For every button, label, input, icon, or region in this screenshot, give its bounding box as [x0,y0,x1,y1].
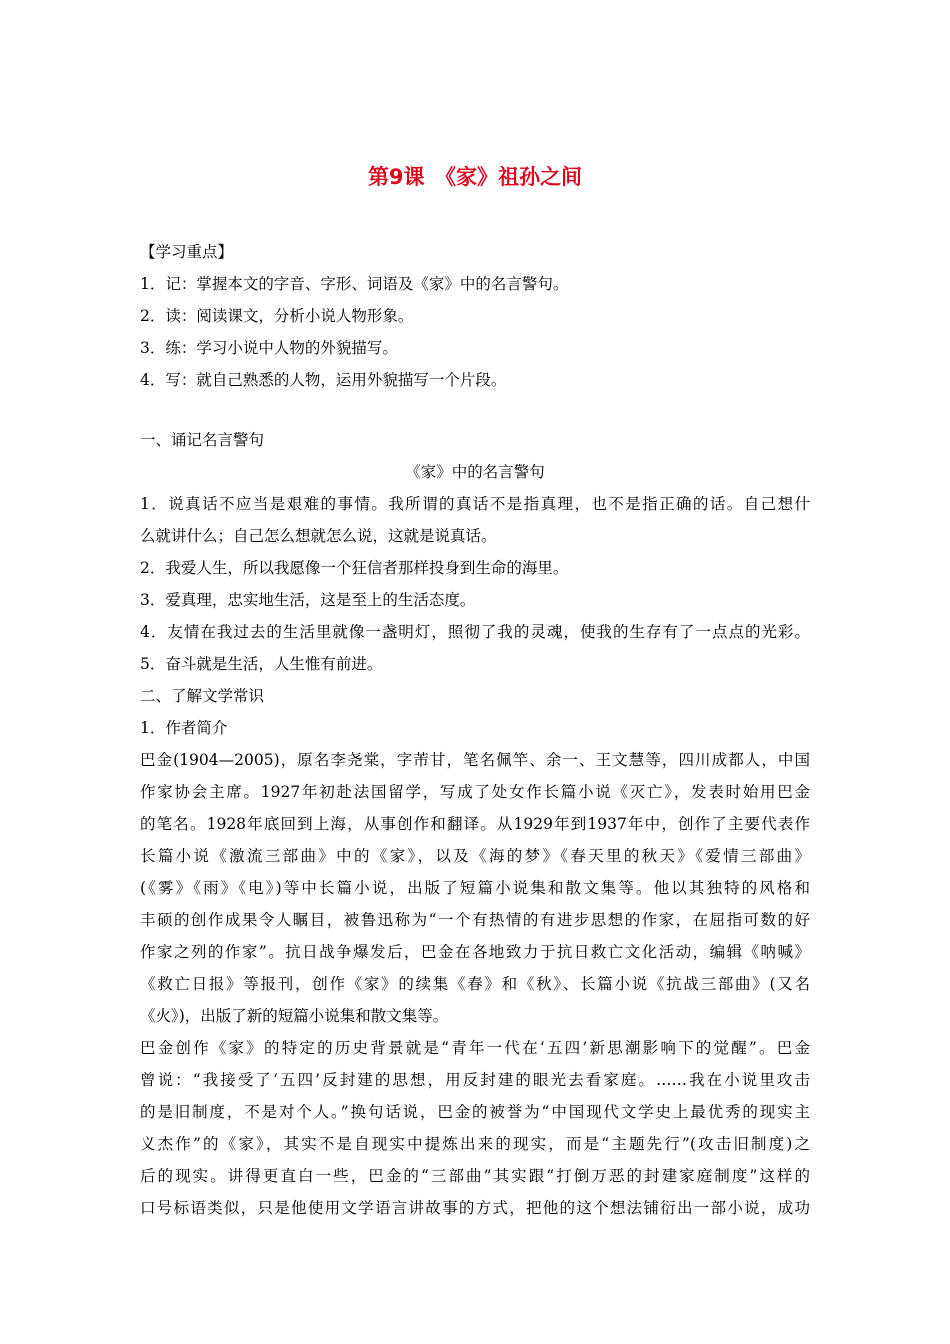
paragraph-line: 的是旧制度，不是对个人。”换句话说，巴金的被誉为“中国现代文学史上最优秀的现实主 [140,1103,810,1121]
focus-item: 4．写：就自己熟悉的人物，运用外貌描写一个片段。 [140,371,507,389]
paragraph-line: 作家之列的作家”。抗日战争爆发后，巴金在各地致力于抗日救亡文化活动，编辑《呐喊》 [140,943,810,961]
quote-line: 3．爱真理，忠实地生活，这是至上的生活态度。 [140,591,476,609]
paragraph-line: 的笔名。1928年底回到上海，从事创作和翻译。从1929年到1937年中，创作了主要代表作 [140,815,810,833]
section-heading: 一、诵记名言警句 [140,431,265,449]
section-heading: 二、了解文学常识 [140,687,265,705]
paragraph-line: 曾说：“我接受了‘五四’反封建的思想，用反封建的眼光去看家庭。……我在小说里攻击 [140,1071,810,1089]
paragraph-line: (《雾》《雨》《电》)等中长篇小说，出版了短篇小说集和散文集等。他以其独特的风格和 [140,879,810,897]
focus-item: 3．练：学习小说中人物的外貌描写。 [140,339,398,357]
focus-heading: 【学习重点】 [140,243,234,261]
paragraph-line: 巴金(1904—2005)，原名李尧棠，字芾甘，笔名佩竿、余一、王文慧等，四川成都人，中国 [140,751,810,769]
paragraph-line: 口号标语类似，只是他使用文学语言讲故事的方式，把他的这个想法铺衍出一部小说，成功 [140,1199,810,1217]
quote-line: 4．友情在我过去的生活里就像一盏明灯，照彻了我的灵魂，使我的生存有了一点点的光彩。 [140,623,810,641]
paragraph-line: 巴金创作《家》的特定的历史背景就是“青年一代在‘五四’新思潮影响下的觉醒”。巴金 [140,1039,810,1057]
paragraph-line: 长篇小说《激流三部曲》中的《家》，以及《海的梦》《春天里的秋天》《爱情三部曲》 [140,847,810,865]
section-subtitle: 《家》中的名言警句 [405,463,545,481]
quote-line: 么就讲什么；自己怎么想就怎么说，这就是说真话。 [140,527,497,545]
subsection-heading: 1．作者简介 [140,719,228,737]
paragraph-line: 义杰作”的《家》，其实不是自现实中提炼出来的现实，而是“主题先行”(攻击旧制度)之 [140,1135,810,1153]
focus-item: 1．记：掌握本文的字音、字形、词语及《家》中的名言警句。 [140,275,569,293]
quote-line: 2．我爱人生，所以我愿像一个狂信者那样投身到生命的海里。 [140,559,569,577]
paragraph-line: 《火》)，出版了新的短篇小说集和散文集等。 [140,1007,449,1025]
quote-line: 1．说真话不应当是艰难的事情。我所谓的真话不是指真理，也不是指正确的话。自己想什 [140,495,810,513]
paragraph-line: 丰硕的创作成果令人瞩目，被鲁迅称为“一个有热情的有进步思想的作家，在屈指可数的好 [140,911,810,929]
page-title: 第9课 《家》祖孙之间 [367,165,583,189]
paragraph-line: 作家协会主席。1927年初赴法国留学，写成了处女作长篇小说《灭亡》，发表时始用巴金 [140,783,810,801]
paragraph-line: 后的现实。讲得更直白一些，巴金的“三部曲”其实跟“打倒万恶的封建家庭制度”这样的 [140,1167,810,1185]
paragraph-line: 《救亡日报》等报刊，创作《家》的续集《春》和《秋》、长篇小说《抗战三部曲》(又名 [140,975,810,993]
quote-line: 5．奋斗就是生活，人生惟有前进。 [140,655,383,673]
focus-item: 2．读：阅读课文，分析小说人物形象。 [140,307,414,325]
